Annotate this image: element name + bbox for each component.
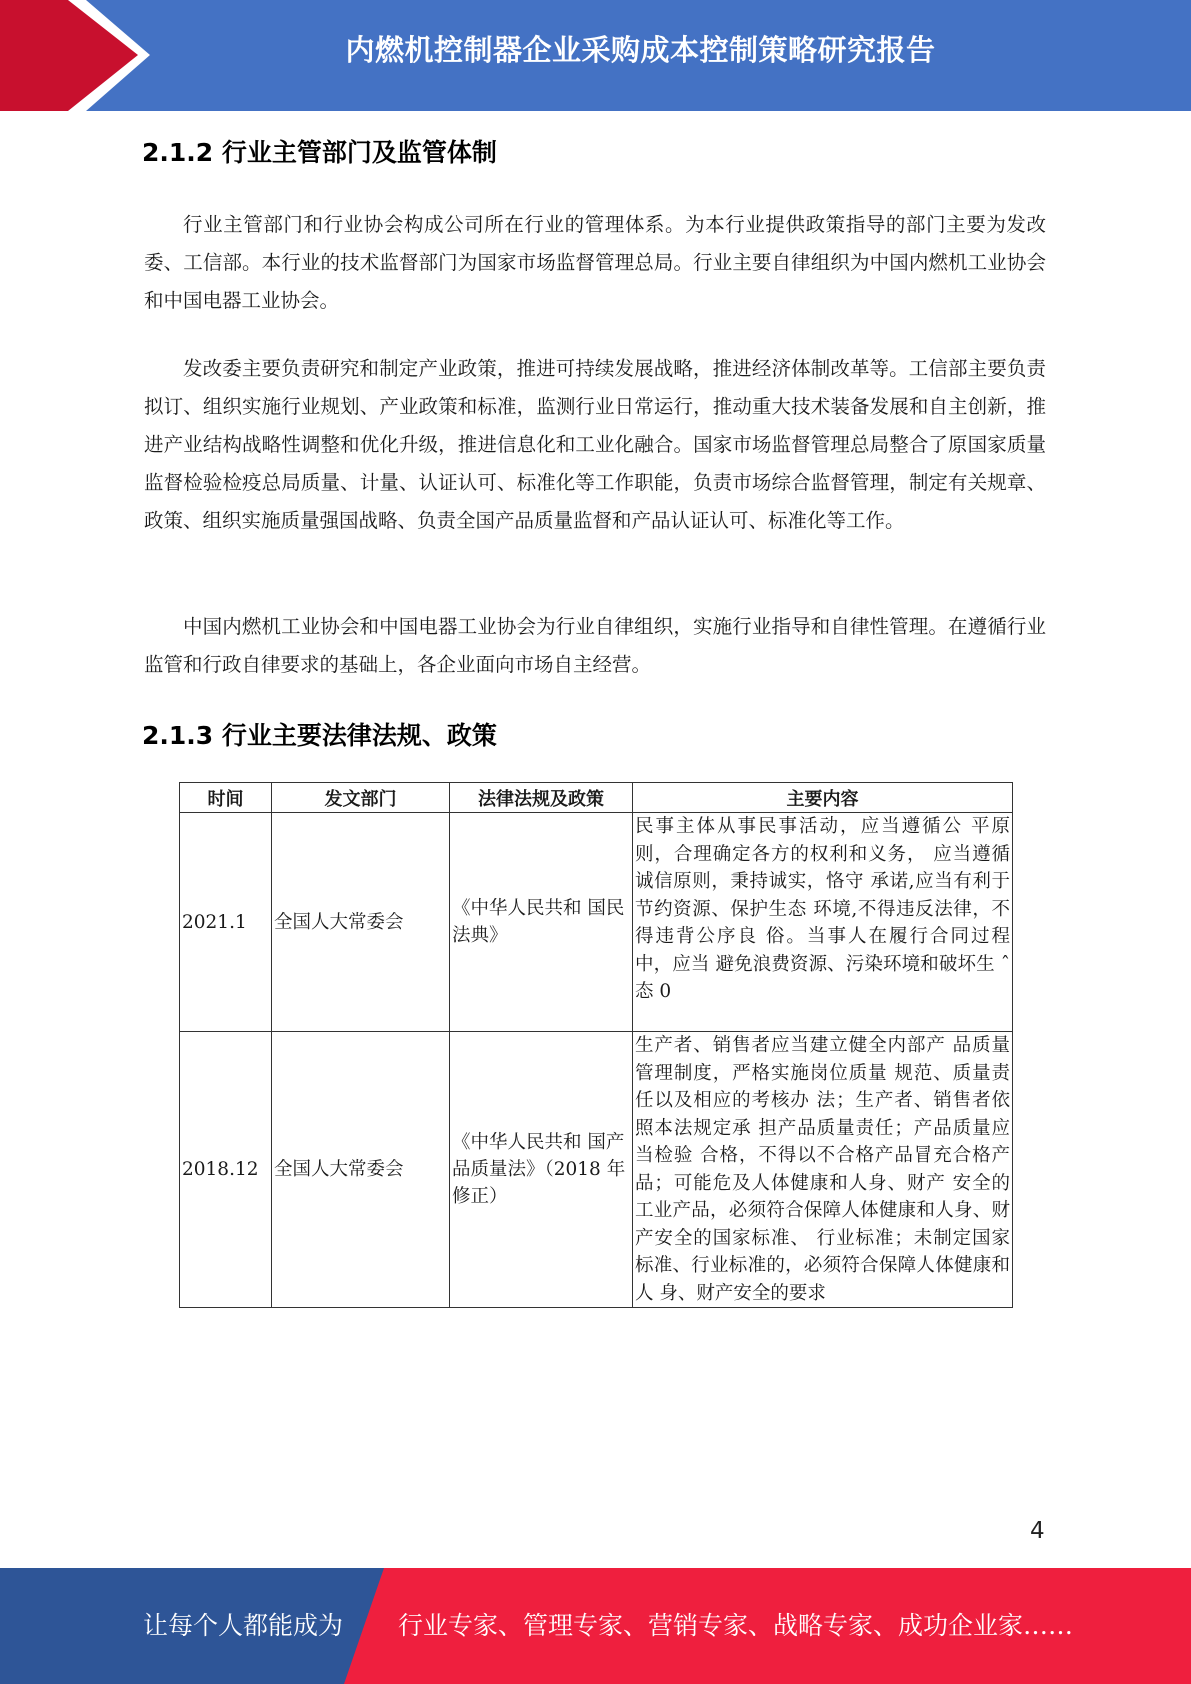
section-heading-2-1-3: 2.1.3 行业主要法律法规、政策 [142, 721, 497, 750]
cell-department: 全国人大常委会 [272, 1032, 450, 1308]
cell-content [633, 1032, 1013, 1308]
cell-content [633, 813, 1013, 1032]
cell-department: 全国人大常委会 [272, 813, 450, 1032]
cell-content-text: 生产者、销售者应当建立健全内部产 品质量管理制度，严格实施岗位质量 规范、质量责任以及相应的考核办 法；生产者、销售者依照本法规定承 担产品质量责任；产品质量应当检验 合格，不得以不合格产品冒充合格产 品；可能危及人体健康和人身、财产 安全的工业产品，必须符合保障人体健康和人身、财产安全的国家标准、 行业标准；未制定国家标准、行业标准的，必须符合保障人体健康和人 身、财产安全的要求 [635, 1035, 1010, 1304]
header-title: 内燃机控制器企业采购成本控制策略研究报告 [345, 33, 936, 67]
section-heading-2-1-2: 2.1.2 行业主管部门及监管体制 [142, 138, 497, 167]
page-number: 4 [1030, 1518, 1045, 1544]
cell-content-text: 民事主体从事民事活动，应当遵循公 平原则，合理确定各方的权利和义务， 应当遵循诚信原则，秉持诚实，恪守 承诺,应当有利于节约资源、保护生态 环境,不得违反法律，不得违背公序良 俗。当事人在履行合同过程中，应当 避免浪费资源、污染环境和破坏生 ˆ态 0 [635, 816, 1010, 1002]
column-header-department: 发文部门 [272, 783, 450, 813]
page-footer [0, 1568, 1191, 1684]
cell-time: 2021.1 [180, 813, 272, 1032]
paragraph-3: 中国内燃机工业协会和中国电器工业协会为行业自律组织，实施行业指导和自律性管理。在遵循行业监管和行政自律要求的基础上，各企业面向市场自主经营。 [144, 615, 1046, 676]
cell-law: 《中华人民共和 国产品质量法》（2018 年修正） [450, 1032, 633, 1308]
table-row [180, 813, 1013, 1032]
table-row [180, 1032, 1013, 1308]
column-header-law: 法律法规及政策 [450, 783, 633, 813]
footer-slogan-left: 让每个人都能成为 [143, 1611, 344, 1640]
cell-time: 2018.12 [180, 1032, 272, 1308]
column-header-content: 主要内容 [633, 783, 1013, 813]
table-header-row [180, 783, 1013, 813]
laws-policy-table [179, 782, 1013, 1308]
column-header-time: 时间 [180, 783, 272, 813]
paragraph-2: 发改委主要负责研究和制定产业政策，推进可持续发展战略，推进经济体制改革等。工信部主要负责拟订、组织实施行业规划、产业政策和标准，监测行业日常运行，推动重大技术装备发展和自主创新，推进产业结构战略性调整和优化升级，推进信息化和工业化融合。国家市场监督管理总局整合了原国家质量监督检验检疫总局质量、计量、认证认可、标准化等工作职能，负责市场综合监督管理，制定有关规章、政策、组织实施质量强国战略、负责全国产品质量监督和产品认证认可、标准化等工作。 [144, 357, 1046, 532]
cell-law: 《中华人民共和 国民法典》 [450, 813, 633, 1032]
paragraph-1: 行业主管部门和行业协会构成公司所在行业的管理体系。为本行业提供政策指导的部门主要为发改委、工信部。本行业的技术监督部门为国家市场监督管理总局。行业主要自律组织为中国内燃机工业协会和中国电器工业协会。 [144, 213, 1046, 312]
footer-slogan-right: 行业专家、管理专家、营销专家、战略专家、成功企业家…… [398, 1611, 1074, 1640]
page-header [0, 0, 1191, 111]
